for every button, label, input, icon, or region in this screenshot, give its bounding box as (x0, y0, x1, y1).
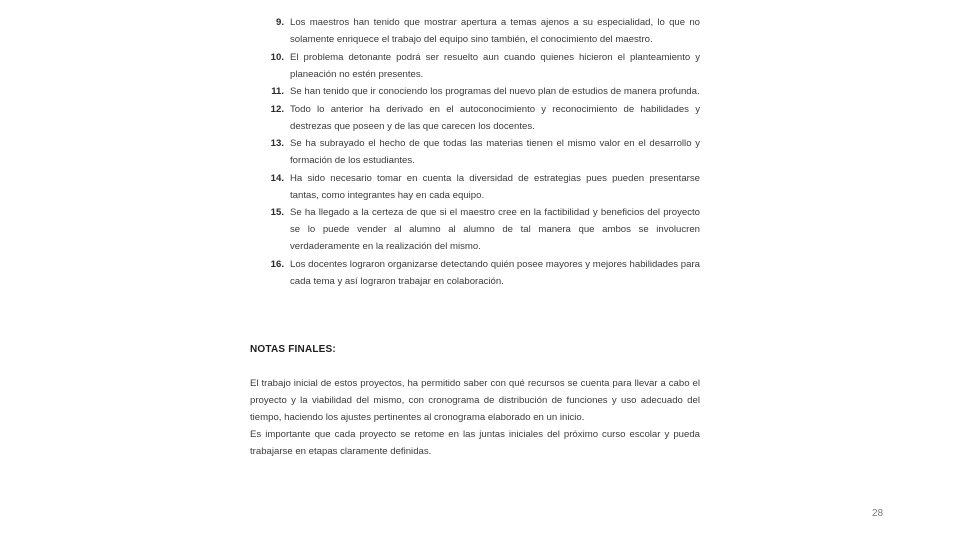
list-item (260, 14, 700, 48)
item-text: El problema detonante podrá ser resuelto aun cuando quienes hicieron el planteamiento y planeación no estén presentes. (290, 51, 700, 80)
item-text: Ha sido necesario tomar en cuenta la diversidad de estrategias pues pueden presentarse tantas, como integrantes hay en cada equipo. (290, 172, 700, 201)
item-text: Los docentes lograron organizarse detectando quién posee mayores y mejores habilidades para cada tema y así lograron trabajar en colaboración. (290, 258, 700, 287)
page-number: 28 (872, 508, 884, 519)
item-number: 12. (270, 103, 284, 115)
notes-paragraph-1: El trabajo inicial de estos proyectos, ha permitido saber con qué recursos se cuenta para llevar a cabo el proyecto y la viabilidad del mismo, con cronograma de distribución de funciones y uso adecuado del tiempo, haciendo los ajustes pertinentes al cronograma elaborado en un inicio. (250, 378, 700, 423)
item-number: 11. (271, 86, 284, 97)
list-item (260, 49, 700, 83)
list-item (260, 135, 700, 169)
item-number: 14. (270, 172, 284, 184)
section-heading: NOTAS FINALES: (250, 344, 336, 355)
item-number: 13. (270, 138, 284, 149)
notes-paragraph-2: Es importante que cada proyecto se retome en las juntas iniciales del próximo curso escolar y pueda trabajarse en etapas claramente definidas. (250, 429, 700, 457)
list-item (260, 101, 700, 135)
item-number: 16. (270, 258, 284, 270)
list-item (260, 83, 700, 100)
conclusions-list (260, 14, 700, 290)
list-item (260, 170, 700, 204)
item-text: Se ha subrayado el hecho de que todas las materias tienen el mismo valor en el desarrollo y formación de los estudiantes. (290, 138, 700, 166)
item-text: Todo lo anterior ha derivado en el autoconocimiento y reconocimiento de habilidades y destrezas que poseen y de las que carecen los docentes. (290, 103, 700, 132)
item-text: Se ha llegado a la certeza de que si el maestro cree en la factibilidad y beneficios del proyecto se lo puede vender al alumno al alumno de tal manera que ambos se involucren verdaderamente en la realización del mismo. (290, 207, 700, 252)
item-number: 15. (270, 207, 284, 218)
item-number: 9. (275, 17, 284, 28)
item-text: Se han tenido que ir conociendo los programas del nuevo plan de estudios de manera profunda. (290, 86, 700, 97)
item-number: 10. (270, 51, 284, 63)
item-text: Los maestros han tenido que mostrar apertura a temas ajenos a su especialidad, lo que no solamente enriquece el trabajo del equipo sino también, el conocimiento del maestro. (290, 17, 700, 45)
list-item (260, 204, 700, 255)
list-item (260, 256, 700, 290)
